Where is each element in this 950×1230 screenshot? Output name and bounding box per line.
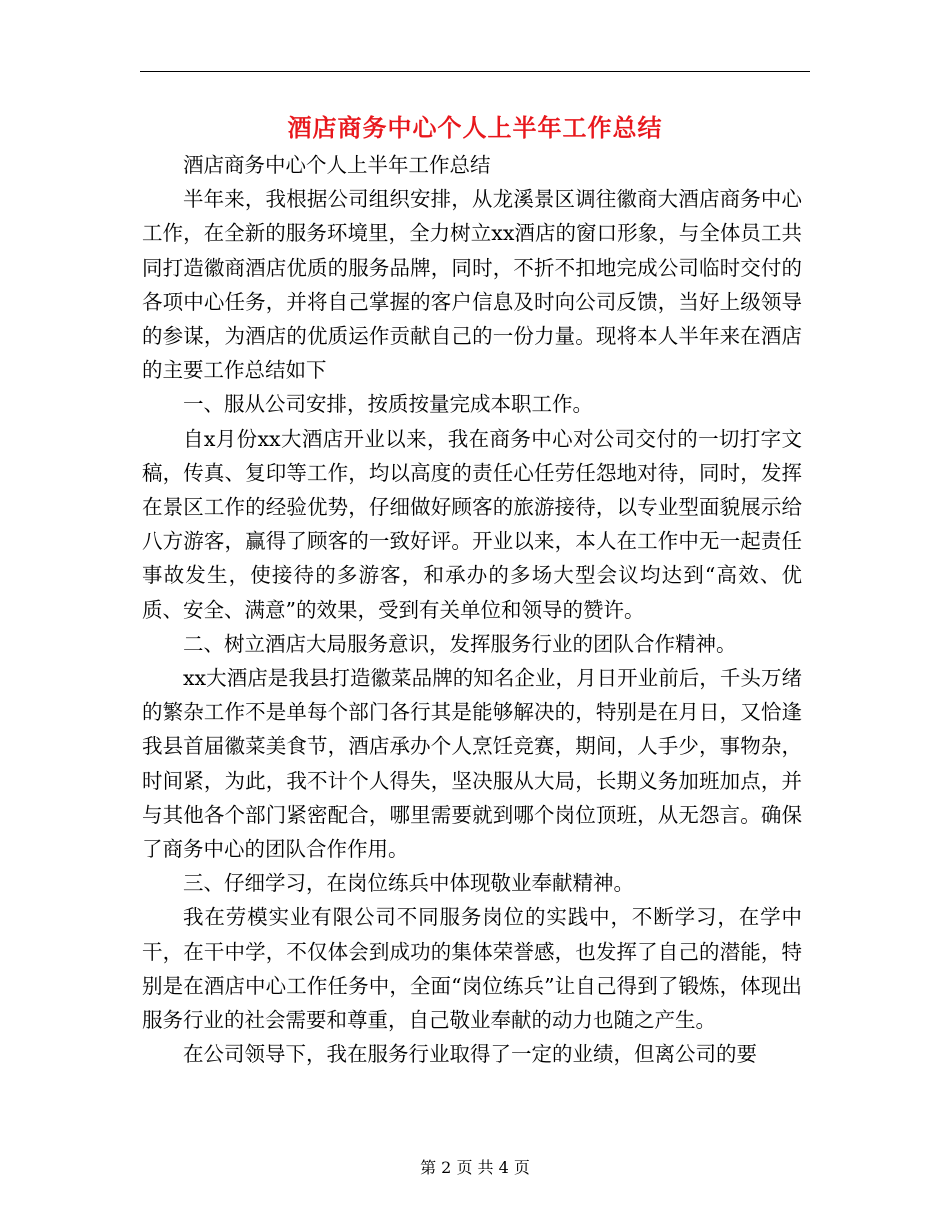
paragraph: xx大酒店是我县打造徽菜品牌的知名企业，月日开业前后，千头万绪的繁杂工作不是单每个部门各行其是能够解决的，特别是在月日，又恰逢我县首届徽菜美食节，酒店承办个人烹饪竞赛，期间，人手少，事物杂，时间紧，为此，我不计个人得失，坚决服从大局，长期义务加班加点，并与其他各个部门紧密配合，哪里需要就到哪个岗位顶班，从无怨言。确保了商务中心的团队合作作用。	[142, 666, 802, 862]
section-heading: 二、树立酒店大局服务意识，发挥服务行业的团队合作精神。	[183, 631, 737, 656]
section-heading: 一、服从公司安排，按质按量完成本职工作。	[183, 392, 593, 417]
page-footer: 第 2 页 共 4 页	[420, 1158, 530, 1177]
document-title: 酒店商务中心个人上半年工作总结	[287, 113, 663, 142]
paragraph: 半年来，我根据公司组织安排，从龙溪景区调往徽商大酒店商务中心工作，在全新的服务环境里，全力树立xx酒店的窗口形象，与全体员工共同打造徽商酒店优质的服务品牌，同时，不折不扣地完成公司临时交付的各项中心任务，并将自己掌握的客户信息及时向公司反馈，当好上级领导的参谋，为酒店的优质运作贡献自己的一份力量。现将本人半年来在酒店的主要工作总结如下	[142, 187, 802, 383]
header-rule	[140, 71, 810, 72]
paragraph: 自x月份xx大酒店开业以来，我在商务中心对公司交付的一切打字文稿，传真、复印等工作，均以高度的责任心任劳任怨地对待，同时，发挥在景区工作的经验优势，仔细做好顾客的旅游接待，以专业型面貌展示给八方游客，赢得了顾客的一致好评。开业以来，本人在工作中无一起责任事故发生，使接待的多游客，和承办的多场大型会议均达到“高效、优质、安全、满意”的效果，受到有关单位和领导的赞许。	[142, 426, 802, 622]
paragraph: 我在劳模实业有限公司不同服务岗位的实践中，不断学习，在学中干，在干中学，不仅体会到成功的集体荣誉感，也发挥了自己的潜能，特别是在酒店中心工作任务中，全面“岗位练兵”让自己得到了锻炼，体现出服务行业的社会需要和尊重，自己敬业奉献的动力也随之产生。	[142, 905, 802, 1033]
paragraph: 在公司领导下，我在服务行业取得了一定的业绩，但离公司的要	[183, 1042, 757, 1067]
document-body	[142, 148, 802, 1071]
section-heading: 三、仔细学习，在岗位练兵中体现敬业奉献精神。	[183, 871, 634, 896]
paragraph: 酒店商务中心个人上半年工作总结	[183, 153, 491, 177]
